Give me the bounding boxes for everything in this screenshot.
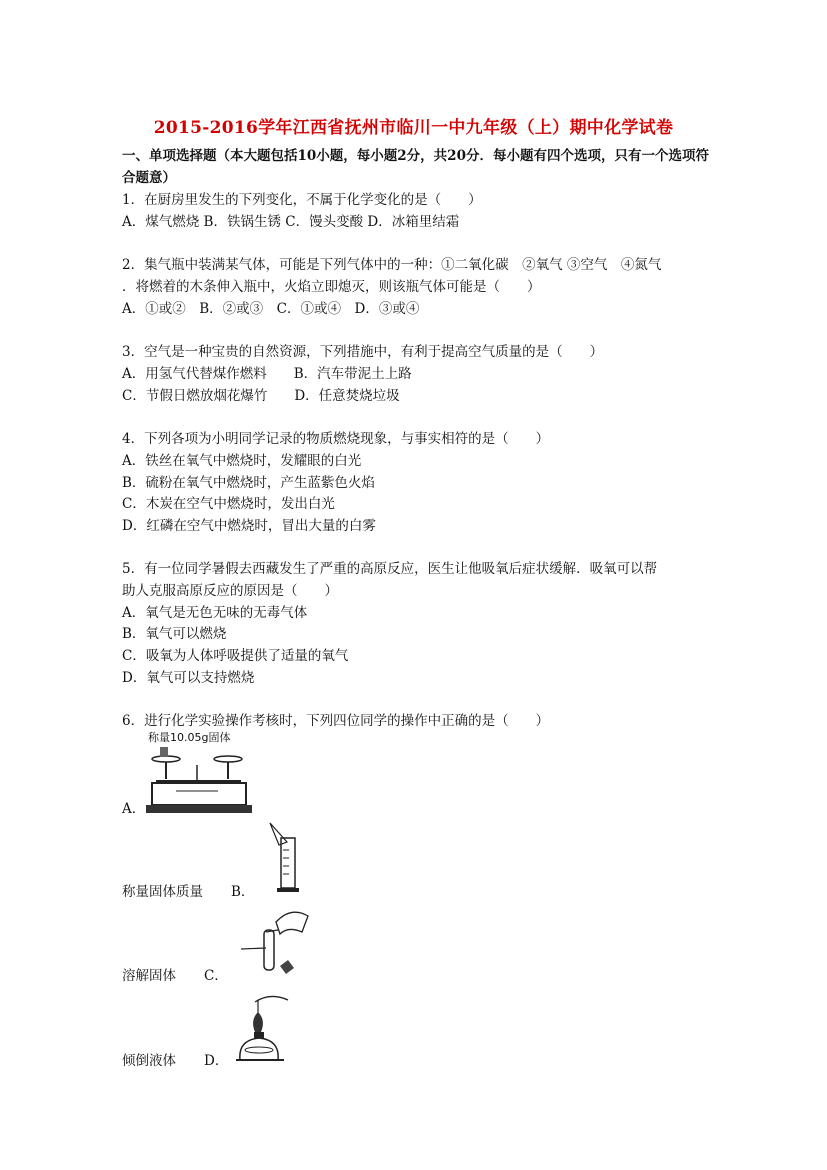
alcohol-lamp-figure — [230, 990, 295, 1065]
question-3-stem: 3．空气是一种宝贵的自然资源，下列措施中，有利于提高空气质量的是（ ） — [122, 344, 604, 360]
option-a-caption — [122, 880, 254, 900]
question-2-options: A．①或② B．②或③ C．①或④ D．③或④ — [122, 301, 420, 317]
option-a-label: A． — [122, 801, 146, 817]
question-6-stem: 6．进行化学实验操作考核时，下列四位同学的操作中正确的是（ ） — [122, 713, 550, 729]
section-heading: 一、单项选择题（本大题包括10小题，每小题2分，共20分．每小题有四个选项，只有一个选项符合题意） — [122, 148, 709, 186]
question-5-option-a: A．氧气是无色无味的无毒气体 — [122, 605, 308, 621]
question-3-options-row2: C．节假日燃放烟花爆竹 D．任意焚烧垃圾 — [122, 388, 400, 404]
figure-a-label: 称量10.05g固体 — [148, 731, 231, 744]
balance-figure — [146, 729, 256, 814]
question-2-stem-line1: 2．集气瓶中装满某气体，可能是下列气体中的一种：①二氧化碳 ②氧气 ③空气 ④氮气 — [122, 257, 662, 273]
question-2-stem-line2: ．将燃着的木条伸入瓶中，火焰立即熄灭，则该瓶气体可能是（ ） — [122, 279, 541, 295]
question-1-stem: 1．在厨房里发生的下列变化，不属于化学变化的是（ ） — [122, 192, 482, 208]
test-tube-figure — [236, 904, 311, 979]
option-c-label: C． — [204, 968, 228, 984]
test-tube-icon — [236, 904, 311, 979]
question-4-option-d: D．红磷在空气中燃烧时，冒出大量的白雾 — [122, 518, 376, 534]
question-4-option-c: C．木炭在空气中燃烧时，发出白光 — [122, 496, 335, 512]
cylinder-figure — [265, 820, 305, 895]
balance-icon — [146, 745, 256, 815]
option-b-label: B． — [231, 884, 255, 900]
caption-c-text: 倾倒液体 — [122, 1053, 176, 1069]
page-title: 2015-2016学年江西省抚州市临川一中九年级（上）期中化学试卷 — [153, 118, 674, 138]
question-4-option-b: B．硫粉在氧气中燃烧时，产生蓝紫色火焰 — [122, 475, 375, 491]
question-3-options-row1: A．用氢气代替煤作燃料 B．汽车带泥土上路 — [122, 366, 412, 382]
option-b-caption — [122, 964, 228, 984]
caption-a-text: 称量固体质量 — [122, 884, 203, 900]
question-1-options: A．煤气燃烧 B．铁锅生锈 C．馒头变酸 D．冰箱里结霜 — [122, 214, 460, 230]
caption-b-text: 溶解固体 — [122, 968, 176, 984]
option-c-caption — [122, 1049, 228, 1069]
question-5-option-d: D．氧气可以支持燃烧 — [122, 670, 255, 686]
question-4-option-a: A．铁丝在氧气中燃烧时，发耀眼的白光 — [122, 453, 362, 469]
question-4-stem: 4．下列各项为小明同学记录的物质燃烧现象，与事实相符的是（ ） — [122, 431, 550, 447]
option-d-label: D． — [204, 1053, 229, 1069]
question-5-stem-line1: 5．有一位同学暑假去西藏发生了严重的高原反应，医生让他吸氧后症状缓解．吸氧可以帮 — [122, 561, 658, 577]
question-5-stem-line2: 助人克服高原反应的原因是（ ） — [122, 583, 338, 599]
graduated-cylinder-icon — [265, 820, 305, 895]
alcohol-lamp-icon — [230, 990, 295, 1065]
question-5-option-b: B．氧气可以燃烧 — [122, 626, 227, 642]
question-5-option-c: C．吸氧为人体呼吸提供了适量的氧气 — [122, 648, 349, 664]
